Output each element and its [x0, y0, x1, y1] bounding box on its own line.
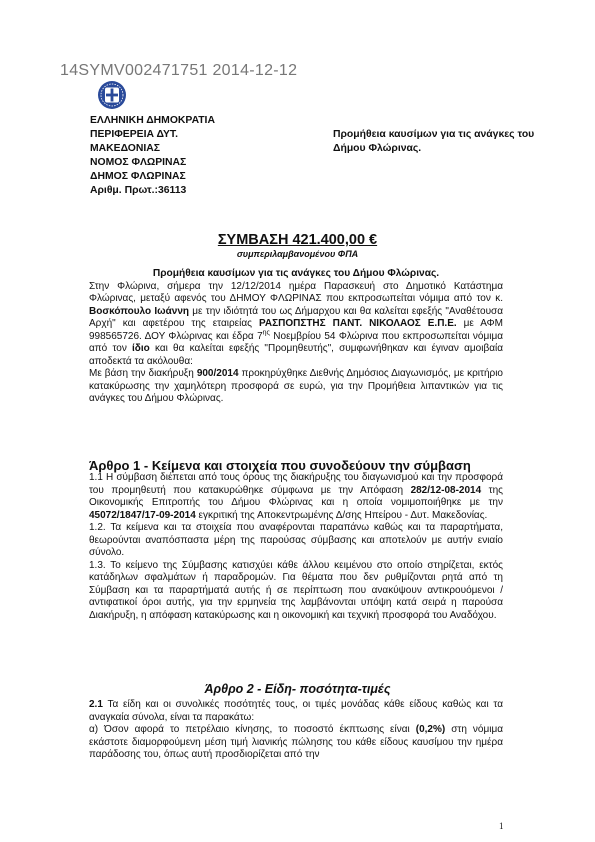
- issuer-line: ΜΑΚΕΔΟΝΙΑΣ: [90, 143, 160, 154]
- article-1-3: 1.3. Το κείμενο της Σύμβασης κατισχύει κάθε άλλου κειμένου στο οποίο στηρίζεται, εκτός κατάδηλων σφαλμάτων ή παραδρομών. Για θέματα που δεν ρυθμίζονται ρητά από τη Σύμβαση και τα παραρτήματά αυτής ή σε περίπτωση που ανακύψουν αντικρουόμενοι / αντιφατικοί όροι αυτής, για την ερμηνεία της λαμβάνονται υπόψη κατά σειρά η παρούσα Διακήρυξη, η απόφαση κατακύρωσης και η οικονομική και τεχνική προσφορά του Αναδόχου.: [89, 559, 503, 621]
- subject-block: [333, 128, 534, 156]
- article-1-body: [89, 472, 503, 622]
- issuer-line: ΔΗΜΟΣ ΦΛΩΡΙΝΑΣ: [90, 171, 186, 182]
- article-1-2: 1.2. Τα κείμενα και τα στοιχεία που αναφέρονται παραπάνω καθώς και τα παραρτήματα, θεωρούνται αναπόσπαστα μέρη της παρούσας σύμβασης και αποτελούν με αυτήν ενιαίο σύνολο.: [89, 522, 503, 558]
- contract-title: ΣΥΜΒΑΣΗ 421.400,00 €: [217, 232, 378, 248]
- tender-number: 900/2014: [196, 368, 239, 379]
- contract-subtitle: συμπεριλαμβανομένου ΦΠΑ: [236, 249, 359, 259]
- issuer-block: [90, 114, 215, 198]
- issuer-line: ΠΕΡΙΦΕΡΕΙΑ ΔΥΤ.: [90, 129, 179, 140]
- article-2-heading: Άρθρο 2 - Είδη- ποσότητα-τιμές: [204, 682, 391, 696]
- intro-paragraph: Στην Φλώρινα, σήμερα την 12/12/2014 ημέρα Παρασκευή στο Δημοτικό Κατάστημα Φλώρινας, μεταξύ αφενός του ΔΗΜΟΥ ΦΛΩΡΙΝΑΣ που εκπροσωπείται νόμιμα από τον κ. Βοσκόπουλο Ιωάννη με την ιδιότητά του ως Δήμαρχου και θα καλείται εφεξής "Αναθέτουσα Αρχή" και αφετέρου της εταιρείας ΡΑΣΠΟΠΣΤΗΣ ΠΑΝΤ. ΝΙΚΟΛΑΟΣ Ε.Π.Ε. με ΑΦΜ 998565726. ΔΟΥ Φλώρινας και έδρα $7^{\eta\varsigma}$ Νοεμβρίου 54 Φλώρινα που εκπροσωπείται νόμιμα από τον ίδιο και θα καλείται εφεξής "Προμηθευτής", συμφωνήθηκαν και έγιναν αμοιβαία αποδεκτά τα ακόλουθα:: [89, 280, 504, 367]
- protocol-number: Αριθμ. Πρωτ.:36113: [90, 185, 187, 196]
- intro-section: [89, 268, 503, 406]
- article-2-body: [89, 699, 503, 762]
- article-1-heading: Άρθρο 1 - Κείμενα και στοιχεία που συνοδεύουν την σύμβαση: [89, 458, 471, 473]
- issuer-line: ΕΛΛΗΝΙΚΗ ΔΗΜΟΚΡΑΤΙΑ: [90, 115, 215, 126]
- discount-percentage: (0,2%): [415, 724, 446, 735]
- page-number: 1: [499, 821, 504, 831]
- hellenic-republic-emblem-icon: [97, 80, 127, 110]
- intro-heading: Προμήθεια καυσίμων για τις ανάγκες του Δήμου Φλώρινας.: [152, 268, 440, 279]
- issuer-line: ΝΟΜΟΣ ΦΛΩΡΙΝΑΣ: [90, 157, 187, 168]
- article-1-1: 1.1 Η σύμβαση διέπεται από τους όρους της διακήρυξης του διαγωνισμού και την προσφορά του προμηθευτή που κατακυρώθηκε σύμφωνα με την Απόφαση 282/12-08-2014 της Οικονομικής Επιτροπής του Δήμου Φλώρινας και η οποία νομιμοποιήθηκε με την 45072/1847/17-09-2014 εγκριτική της Αποκεντρωμένης Δ/σης Ηπείρου - Δυτ. Μακεδονίας.: [89, 472, 504, 521]
- document-id-watermark: 14SYMV002471751 2014-12-12: [60, 62, 298, 79]
- subject-line: Προμήθεια καυσίμων για τις ανάγκες του: [333, 129, 535, 140]
- subject-line: Δήμου Φλώρινας.: [333, 143, 422, 154]
- article-2-a: α) Όσον αφορά το πετρέλαιο κίνησης, το ποσοστό έκπτωσης είναι (0,2%) στη νόμιμα εκάστοτε διαμορφούμενη μέση τιμή λιανικής πώλησης του κάθε είδους καυσίμου την ημέρα παράδοσης του, όπως αυτή προσδιορίζεται από την: [89, 724, 503, 760]
- mayor-name: Βοσκόπουλο Ιωάννη: [89, 305, 189, 317]
- article-2-1: 2.1 Τα είδη και οι συνολικές ποσότητές τους, οι τιμές μονάδας κάθε είδους καθώς και τα αναγκαία σύνολα, είναι τα παρακάτω:: [89, 699, 503, 723]
- tender-paragraph: Με βάση την διακήρυξη 900/2014 προκηρύχθηκε Διεθνής Δημόσιος Διαγωνισμός, με κριτήριο κατακύρωσης την χαμηλότερη προσφορά σε ευρώ, για την Προμήθεια λιπαντικών για τις ανάγκες του Δήμου Φλώρινας.: [89, 368, 503, 404]
- supplier-company: ΡΑΣΠΟΠΣΤΗΣ ΠΑΝΤ. ΝΙΚΟΛΑΟΣ Ε.Π.Ε.: [258, 318, 457, 329]
